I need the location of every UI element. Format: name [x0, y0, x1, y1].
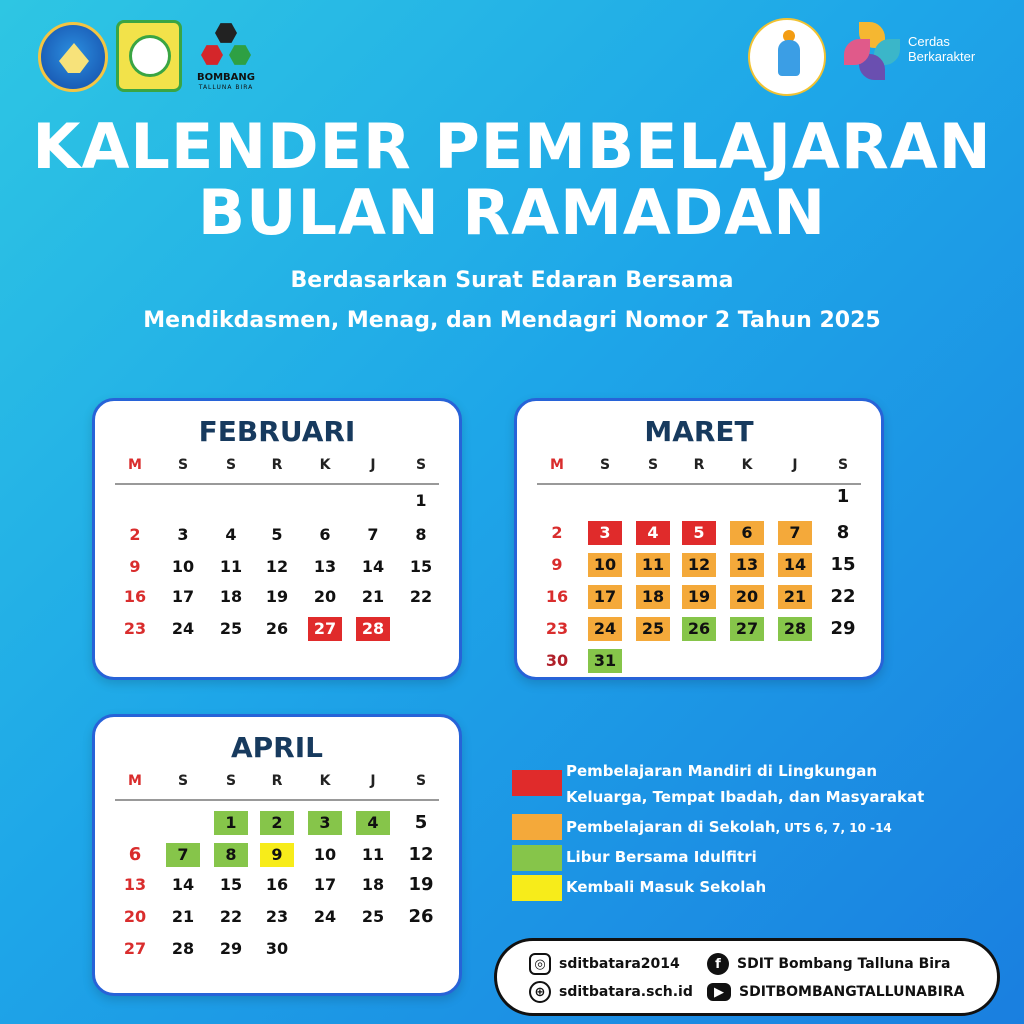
date-cell: 4: [225, 525, 237, 544]
subtitle-line2: Mendikdasmen, Menag, dan Mendagri Nomor 2 Tahun 2025: [143, 308, 881, 333]
date-cell: 1: [214, 811, 248, 835]
day-header: J: [370, 457, 376, 473]
header-divider: [115, 799, 439, 801]
date-cell: 15: [409, 557, 433, 576]
date-cell: 4: [636, 521, 670, 545]
school-emblem-logo: [116, 20, 182, 92]
date-cell: 13: [730, 553, 764, 577]
date-cell: 2: [129, 525, 141, 544]
day-header: M: [550, 457, 564, 473]
date-cell: 23: [123, 619, 147, 638]
youtube-channel: SDITBOMBANGTALLUNABIRA: [739, 984, 965, 1000]
tut-wuri-handayani-logo: [38, 22, 108, 92]
date-cell: 18: [361, 875, 385, 894]
date-cell: 22: [830, 586, 856, 607]
date-cell: 14: [361, 557, 385, 576]
date-cell: 12: [408, 844, 434, 865]
day-header: R: [271, 457, 283, 473]
date-cell: 20: [730, 585, 764, 609]
date-cell: 23: [265, 907, 289, 926]
day-header: M: [128, 773, 142, 789]
date-cell: 6: [128, 844, 142, 865]
date-cell: 12: [682, 553, 716, 577]
date-cell: 31: [588, 649, 622, 673]
header-divider: [115, 483, 439, 485]
date-cell: 6: [730, 521, 764, 545]
date-cell: 21: [778, 585, 812, 609]
legend-orange-note: , UTS 6, 7, 10 -14: [775, 821, 892, 835]
gerakan-tujuh-kebiasaan-logo: [748, 18, 826, 96]
date-cell: 16: [123, 587, 147, 606]
date-cell: 27: [123, 939, 147, 958]
date-cell: 7: [367, 525, 379, 544]
calendar-maret: [514, 398, 884, 680]
day-header: R: [693, 457, 705, 473]
date-cell: 3: [177, 525, 189, 544]
date-cell: 21: [361, 587, 385, 606]
header-divider: [537, 483, 861, 485]
date-cell: 11: [636, 553, 670, 577]
bombang-logo-subtext: TALLUNA BIRA: [198, 84, 254, 91]
day-header: K: [319, 773, 331, 789]
date-cell: 13: [123, 875, 147, 894]
legend-text-red-1: Pembelajaran Mandiri di Lingkungan: [566, 762, 878, 780]
date-cell: 17: [313, 875, 337, 894]
date-cell: 26: [408, 906, 434, 927]
calendar-april: [92, 714, 462, 996]
legend-text-yellow: Kembali Masuk Sekolah: [566, 878, 767, 896]
date-cell: 26: [682, 617, 716, 641]
youtube-icon: ▶: [707, 983, 731, 1001]
legend-text-red-2: Keluarga, Tempat Ibadah, dan Masyarakat: [566, 788, 925, 806]
cerdas-line1: Cerdas: [908, 34, 950, 49]
legend-orange-label: Pembelajaran di Sekolah: [566, 818, 776, 836]
date-cell: 2: [551, 523, 563, 542]
date-cell: 14: [171, 875, 195, 894]
date-cell: 11: [361, 845, 385, 864]
date-cell: 22: [219, 907, 243, 926]
day-header: K: [741, 457, 753, 473]
bombang-logo-text: BOMBANG: [196, 72, 255, 83]
social-media-bar: [494, 938, 1000, 1016]
date-cell: 13: [313, 557, 337, 576]
day-header: R: [271, 773, 283, 789]
date-cell: 5: [414, 812, 428, 833]
day-header: S: [225, 457, 237, 473]
date-cell: 25: [361, 907, 385, 926]
date-cell: 28: [778, 617, 812, 641]
date-cell: 24: [171, 619, 195, 638]
website-url: sditbatara.sch.id: [559, 984, 693, 1000]
date-cell: 10: [588, 553, 622, 577]
youtube-item[interactable]: [707, 983, 965, 1001]
date-cell: 25: [636, 617, 670, 641]
day-header: S: [599, 457, 611, 473]
legend-text-orange: [566, 815, 892, 840]
date-cell: 12: [265, 557, 289, 576]
date-cell: 19: [408, 874, 434, 895]
website-item[interactable]: [529, 981, 693, 1003]
date-cell: 23: [545, 619, 569, 638]
date-cell: 28: [356, 617, 390, 641]
date-cell: 7: [166, 843, 200, 867]
day-header: S: [415, 773, 427, 789]
legend-swatch-green: [512, 845, 562, 871]
date-cell: 21: [171, 907, 195, 926]
legend-swatch-red: [512, 770, 562, 796]
date-cell: 27: [730, 617, 764, 641]
date-cell: 8: [415, 525, 427, 544]
date-cell: 29: [830, 618, 856, 639]
date-cell: 24: [588, 617, 622, 641]
date-cell: 6: [319, 525, 331, 544]
facebook-icon: f: [707, 953, 729, 975]
date-cell: 20: [123, 907, 147, 926]
date-cell: 17: [171, 587, 195, 606]
main-title-line1: KALENDER PEMBELAJARAN: [32, 110, 992, 183]
cerdas-berkarakter-logo: [842, 22, 902, 82]
date-cell: 19: [265, 587, 289, 606]
legend-swatch-orange: [512, 814, 562, 840]
date-cell: 18: [636, 585, 670, 609]
date-cell: 9: [260, 843, 294, 867]
day-header: M: [128, 457, 142, 473]
date-cell: 8: [214, 843, 248, 867]
date-cell: 20: [313, 587, 337, 606]
date-cell: 22: [409, 587, 433, 606]
date-cell: 8: [836, 522, 850, 543]
date-cell: 2: [260, 811, 294, 835]
bombang-logo: [196, 22, 256, 94]
instagram-handle: sditbatara2014: [559, 956, 680, 972]
subtitle-line1: Berdasarkan Surat Edaran Bersama: [290, 268, 734, 293]
legend-text-green: Libur Bersama Idulfitri: [566, 848, 757, 866]
day-header: J: [792, 457, 798, 473]
date-cell: 15: [219, 875, 243, 894]
main-title-line2: BULAN RAMADAN: [197, 176, 827, 249]
date-cell: 18: [219, 587, 243, 606]
day-header: S: [177, 773, 189, 789]
date-cell: 1: [836, 486, 850, 507]
globe-icon: ⊕: [529, 981, 551, 1003]
day-header: K: [319, 457, 331, 473]
date-cell: 19: [682, 585, 716, 609]
date-cell: 15: [830, 554, 856, 575]
day-header: J: [370, 773, 376, 789]
month-title-april: APRIL: [230, 731, 323, 764]
legend-swatch-yellow: [512, 875, 562, 901]
date-cell: 17: [588, 585, 622, 609]
day-header: S: [225, 773, 237, 789]
date-cell: 5: [682, 521, 716, 545]
month-title-februari: FEBRUARI: [198, 415, 356, 448]
date-cell: 1: [415, 491, 427, 510]
date-cell: 5: [271, 525, 283, 544]
month-title-maret: MARET: [644, 415, 754, 448]
day-header: S: [837, 457, 849, 473]
date-cell: 28: [171, 939, 195, 958]
date-cell: 10: [171, 557, 195, 576]
day-header: S: [647, 457, 659, 473]
date-cell: 16: [545, 587, 569, 606]
cerdas-line2: Berkarakter: [908, 49, 976, 64]
facebook-page: SDIT Bombang Talluna Bira: [737, 956, 951, 972]
date-cell: 30: [545, 651, 569, 670]
date-cell: 9: [129, 557, 141, 576]
date-cell: 11: [219, 557, 243, 576]
date-cell: 4: [356, 811, 390, 835]
date-cell: 3: [588, 521, 622, 545]
date-cell: 14: [778, 553, 812, 577]
date-cell: 26: [265, 619, 289, 638]
date-cell: 24: [313, 907, 337, 926]
date-cell: 3: [308, 811, 342, 835]
date-cell: 7: [778, 521, 812, 545]
date-cell: 10: [313, 845, 337, 864]
date-cell: 29: [219, 939, 243, 958]
instagram-item[interactable]: [529, 953, 680, 975]
calendar-februari: [92, 398, 462, 680]
date-cell: 27: [308, 617, 342, 641]
date-cell: 9: [551, 555, 563, 574]
date-cell: 25: [219, 619, 243, 638]
day-header: S: [415, 457, 427, 473]
facebook-item[interactable]: [707, 953, 950, 975]
cerdas-berkarakter-text: [908, 34, 975, 64]
date-cell: 16: [265, 875, 289, 894]
day-header: S: [177, 457, 189, 473]
date-cell: 30: [265, 939, 289, 958]
instagram-icon: ◎: [529, 953, 551, 975]
